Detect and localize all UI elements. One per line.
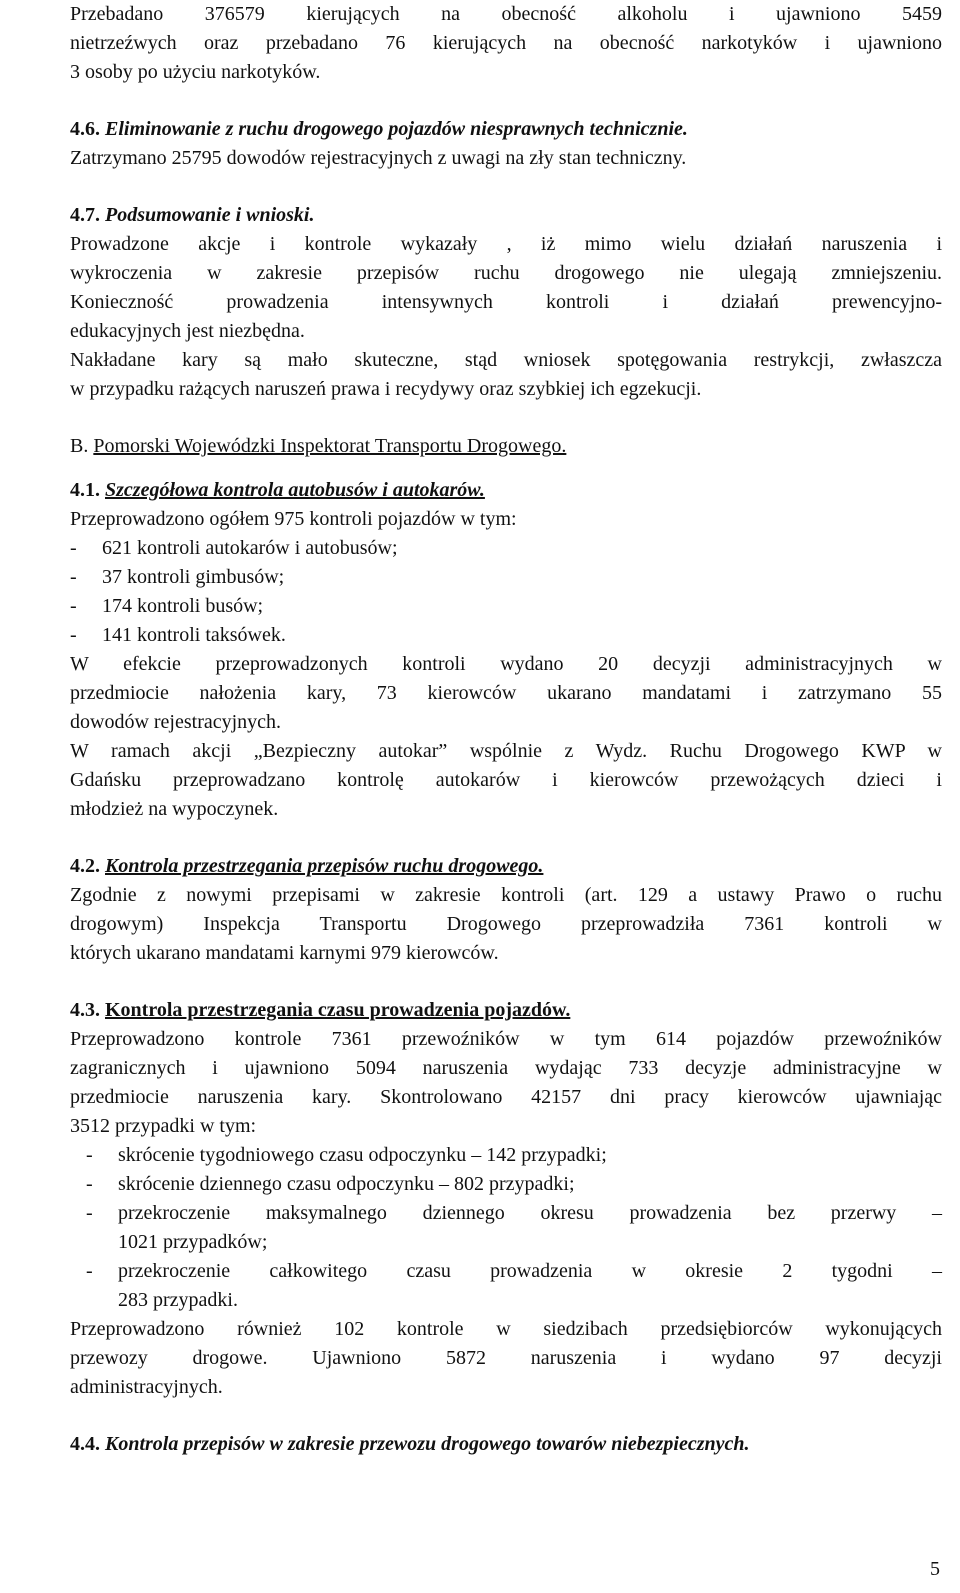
section-heading-4-4 <box>70 1430 750 1458</box>
list-dash: - <box>86 1144 93 1166</box>
paragraph-line: dowodów rejestracyjnych. <box>70 711 282 733</box>
list-item-text: 621 kontroli autokarów i autobusów; <box>102 537 398 559</box>
paragraph-line: zagranicznych i ujawniono 5094 naruszenia wydając 733 decyzje administracyjne w <box>70 1057 942 1079</box>
list-dash: - <box>70 566 77 588</box>
list-dash: - <box>86 1202 93 1224</box>
list-dash: - <box>86 1173 93 1195</box>
paragraph-line: 3512 przypadki w tym: <box>70 1115 257 1137</box>
paragraph-line: młodzież na wypoczynek. <box>70 798 279 820</box>
list-item <box>70 1141 942 1169</box>
paragraph-line: W ramach akcji „Bezpieczny autokar” wspólnie z Wydz. Ruchu Drogowego KWP w <box>70 740 942 762</box>
list-item-continuation <box>70 1286 942 1314</box>
list-item-text: przekroczenie maksymalnego dziennego okresu prowadzenia bez przerwy – <box>118 1202 942 1224</box>
section-heading-4-3 <box>70 996 570 1024</box>
list-item-text: skrócenie dziennego czasu odpoczynku – 802 przypadki; <box>118 1173 575 1195</box>
list-item <box>70 1257 942 1285</box>
list-item <box>70 621 942 649</box>
section-heading-4-6 <box>70 115 688 143</box>
list-dash: - <box>70 595 77 617</box>
paragraph-line: przedmiocie naruszenia kary. Skontrolowano 42157 dni pracy kierowców ujawniając <box>70 1086 942 1108</box>
section-title: Kontrola przestrzegania czasu prowadzenia pojazdów. <box>105 999 571 1021</box>
list-item-text: 141 kontroli taksówek. <box>102 624 286 646</box>
paragraph-line: wykroczenia w zakresie przepisów ruchu drogowego nie ulegają zmniejszeniu. <box>70 262 942 284</box>
list-dash: - <box>70 624 77 646</box>
section-heading-4-1 <box>70 476 485 504</box>
paragraph-line: których ukarano mandatami karnymi 979 kierowców. <box>70 942 499 964</box>
section-number: 4.6. <box>70 118 100 140</box>
section-title: Podsumowanie i wnioski. <box>105 204 315 226</box>
paragraph-line: Gdańsku przeprowadzano kontrolę autokarów i kierowców przewożących dzieci i <box>70 769 942 791</box>
paragraph-line: Przebadano 376579 kierujących na obecność alkoholu i ujawniono 5459 <box>70 3 942 25</box>
paragraph-line: drogowym) Inspekcja Transportu Drogowego przeprowadziła 7361 kontroli w <box>70 913 942 935</box>
list-item-text: 1021 przypadków; <box>118 1231 268 1253</box>
paragraph-line: Przeprowadzono również 102 kontrole w siedzibach przedsiębiorców wykonujących <box>70 1318 942 1340</box>
paragraph-line: Przeprowadzono kontrole 7361 przewoźników w tym 614 pojazdów przewoźników <box>70 1028 942 1050</box>
paragraph-line: administracyjnych. <box>70 1376 223 1398</box>
section-title: Eliminowanie z ruchu drogowego pojazdów niesprawnych technicznie. <box>105 118 688 140</box>
section-title: Kontrola przestrzegania przepisów ruchu drogowego. <box>105 855 544 877</box>
section-number: 4.3. <box>70 999 100 1021</box>
list-item <box>70 563 942 591</box>
section-number: 4.4. <box>70 1433 100 1455</box>
page-number: 5 <box>930 1558 940 1580</box>
paragraph-line: Zgodnie z nowymi przepisami w zakresie kontroli (art. 129 a ustawy Prawo o ruchu <box>70 884 942 906</box>
list-item-text: 37 kontroli gimbusów; <box>102 566 285 588</box>
list-item-text: przekroczenie całkowitego czasu prowadzenia w okresie 2 tygodni – <box>118 1260 942 1282</box>
section-heading-4-7 <box>70 201 315 229</box>
part-title: Pomorski Wojewódzki Inspektorat Transportu Drogowego. <box>93 435 567 457</box>
paragraph-line: edukacyjnych jest niezbędna. <box>70 320 305 342</box>
list-item <box>70 1199 942 1227</box>
paragraph-line: W efekcie przeprowadzonych kontroli wydano 20 decyzji administracyjnych w <box>70 653 942 675</box>
paragraph-line: Zatrzymano 25795 dowodów rejestracyjnych z uwagi na zły stan techniczny. <box>70 147 687 169</box>
part-heading-b <box>70 432 566 460</box>
list-dash: - <box>86 1260 93 1282</box>
list-dash: - <box>70 537 77 559</box>
list-item-text: skrócenie tygodniowego czasu odpoczynku – 142 przypadki; <box>118 1144 607 1166</box>
paragraph-line: Prowadzone akcje i kontrole wykazały , iż mimo wielu działań naruszenia i <box>70 233 942 255</box>
part-letter: B. <box>70 435 89 457</box>
list-item-text: 174 kontroli busów; <box>102 595 264 617</box>
list-item <box>70 592 942 620</box>
section-heading-4-2 <box>70 852 543 880</box>
section-title: Kontrola przepisów w zakresie przewozu drogowego towarów niebezpiecznych. <box>105 1433 750 1455</box>
list-item <box>70 1170 942 1198</box>
paragraph-line: Przeprowadzono ogółem 975 kontroli pojazdów w tym: <box>70 508 517 530</box>
paragraph-line: nietrzeźwych oraz przebadano 76 kierujących na obecność narkotyków i ujawniono <box>70 32 942 54</box>
list-item <box>70 534 942 562</box>
list-item-continuation <box>70 1228 942 1256</box>
section-number: 4.1. <box>70 479 100 501</box>
paragraph-line: Nakładane kary są mało skuteczne, stąd wniosek spotęgowania restrykcji, zwłaszcza <box>70 349 942 371</box>
section-number: 4.7. <box>70 204 100 226</box>
section-title: Szczegółowa kontrola autobusów i autokarów. <box>105 479 485 501</box>
list-item-text: 283 przypadki. <box>118 1289 238 1311</box>
paragraph-line: Konieczność prowadzenia intensywnych kontroli i działań prewencyjno- <box>70 291 942 313</box>
paragraph-line: 3 osoby po użyciu narkotyków. <box>70 61 321 83</box>
paragraph-line: przedmiocie nałożenia kary, 73 kierowców ukarano mandatami i zatrzymano 55 <box>70 682 942 704</box>
paragraph-line: przewozy drogowe. Ujawniono 5872 naruszenia i wydano 97 decyzji <box>70 1347 942 1369</box>
section-number: 4.2. <box>70 855 100 877</box>
paragraph-line: w przypadku rażących naruszeń prawa i recydywy oraz szybkiej ich egzekucji. <box>70 378 702 400</box>
